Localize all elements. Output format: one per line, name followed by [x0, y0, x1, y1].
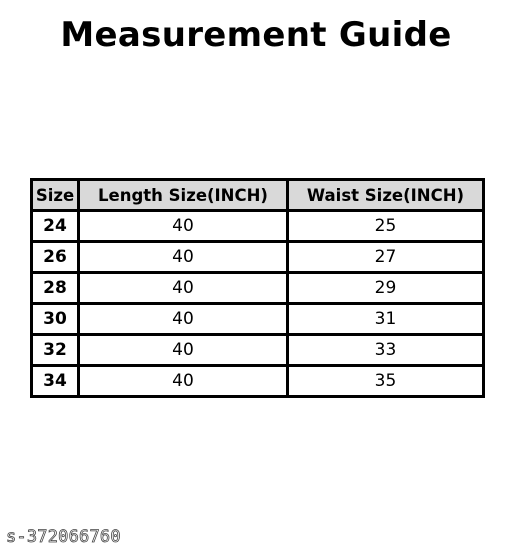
table-row — [32, 273, 484, 304]
length-cell: 40 — [79, 242, 288, 273]
table-row — [32, 211, 484, 242]
waist-cell: 35 — [288, 366, 484, 397]
waist-cell: 27 — [288, 242, 484, 273]
length-cell: 40 — [79, 211, 288, 242]
length-cell: 40 — [79, 335, 288, 366]
waist-cell: 29 — [288, 273, 484, 304]
table-row — [32, 304, 484, 335]
waist-cell: 25 — [288, 211, 484, 242]
size-cell: 32 — [32, 335, 79, 366]
size-cell: 34 — [32, 366, 79, 397]
length-cell: 40 — [79, 273, 288, 304]
header-length-size: Length Size(INCH) — [79, 180, 288, 211]
page-title: Measurement Guide — [60, 15, 452, 55]
table-header-row — [32, 180, 484, 211]
size-cell: 28 — [32, 273, 79, 304]
length-cell: 40 — [79, 366, 288, 397]
length-cell: 40 — [79, 304, 288, 335]
size-cell: 24 — [32, 211, 79, 242]
table-row — [32, 335, 484, 366]
watermark-text: s-372066760 — [6, 527, 121, 547]
waist-cell: 33 — [288, 335, 484, 366]
table-row — [32, 242, 484, 273]
header-size: Size — [32, 180, 79, 211]
waist-cell: 31 — [288, 304, 484, 335]
size-cell: 26 — [32, 242, 79, 273]
measurement-table — [30, 178, 485, 398]
header-waist-size: Waist Size(INCH) — [288, 180, 484, 211]
size-cell: 30 — [32, 304, 79, 335]
table-row — [32, 366, 484, 397]
